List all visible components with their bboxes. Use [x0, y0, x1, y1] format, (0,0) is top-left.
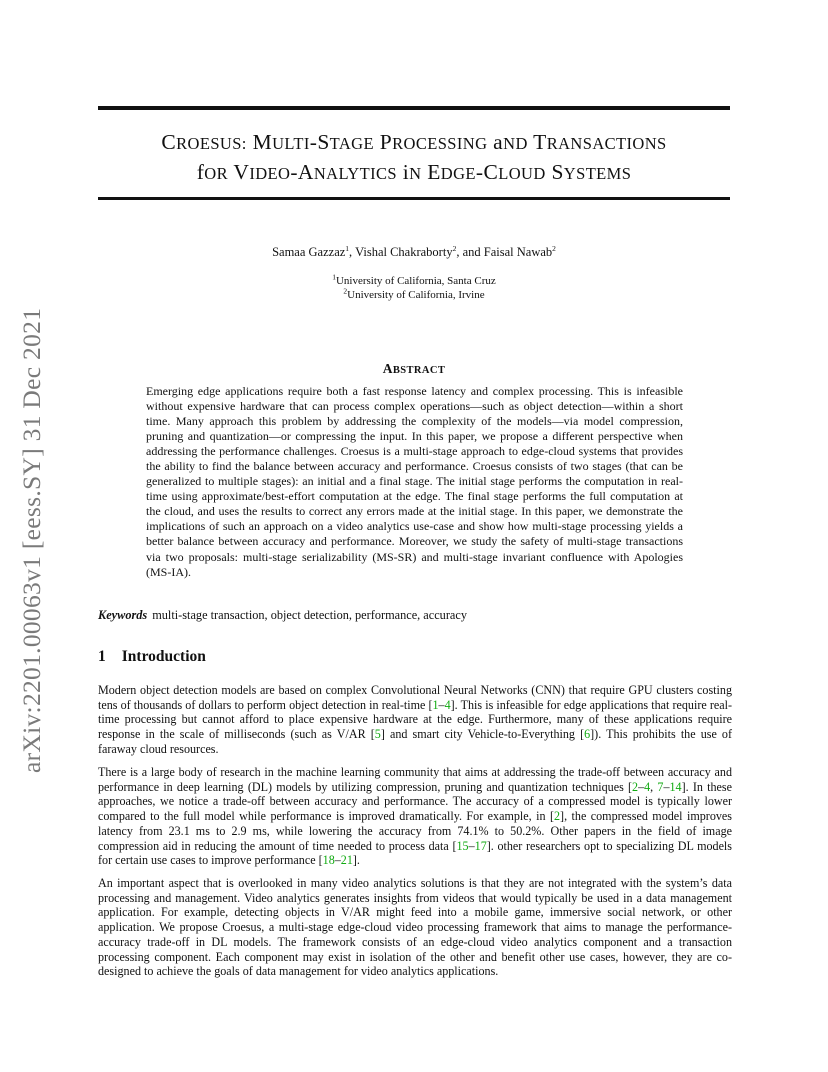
author-2: Vishal Chakraborty$^2$ [355, 243, 457, 259]
intro-paragraph-2: There is a large body of research in the machine learning community that aims at addressing the trade-off between accuracy and performance in deep learning (DL) models by utilizing compression, pruning and quantization techniques [2–4, 7–14]. In these approaches, we notice a trade-off between accuracy and performance. The accuracy of a compressed model is typically lower compared to the full model while performance is improved dramatically. For example, in [2], the compressed model improves latency from 23.1 ms to 2.9 ms, while lowering the accuracy from 74.1% to 50.2%. Other papers in the field of image compression aid in reducing the amount of time needed to process data [15–17]. other researchers opt to specializing DL models for certain use cases to improve performance [18–21]. [98, 765, 732, 868]
author-list: Samaa Gazzaz$^1$, Vishal Chakraborty$^2$, and Faisal Nawab$^2$ [272, 243, 556, 259]
keywords [98, 608, 730, 623]
citation-link[interactable]: 4 [444, 697, 451, 712]
citation-link[interactable]: 18 [322, 853, 335, 868]
section-heading [98, 648, 206, 666]
title-rule-bottom [98, 197, 730, 200]
title-rule-top [98, 106, 730, 110]
citation-link[interactable]: 17 [474, 838, 487, 853]
citation-link[interactable]: 15 [456, 838, 469, 853]
intro-paragraph-1: Modern object detection models are based on complex Convolutional Neural Networks (CNN) that require GPU clusters costing tens of thousands of dollars to perform object detection in real-time [1–4]. This is infeasible for edge applications that require real-time processing but cannot afford to place expensive hardware at the edge. Furthermore, many of these applications require response in the scale of milliseconds (such as V/AR [5] and smart city Vehicle-to-Everything [6]). This prohibits the use of faraway cloud resources. [98, 683, 732, 756]
author-3: Faisal Nawab$^2$ [483, 243, 556, 259]
section-title: Introduction [121, 648, 206, 665]
citation-link[interactable]: 14 [669, 779, 682, 794]
citation-link[interactable]: 4 [644, 779, 651, 794]
citation-link[interactable]: 21 [340, 853, 353, 868]
citation-link[interactable]: 5 [374, 727, 381, 742]
affiliation-2: $^2$University of California, Irvine [343, 286, 485, 301]
abstract-heading: ABSTRACT [382, 361, 446, 376]
title-line-2: fOR VIDEO-ANALYTICS iN EDGE-CLOUD SYSTEMS [196, 160, 632, 184]
author-1: Samaa Gazzaz$^1$ [272, 243, 350, 259]
citation-link[interactable]: 6 [584, 727, 591, 742]
paper-title [98, 128, 730, 188]
keywords-label: Keywords [98, 608, 148, 622]
citation-link[interactable]: 2 [554, 809, 561, 824]
affiliations [98, 274, 730, 302]
citation-link[interactable]: 7 [657, 779, 664, 794]
intro-paragraph-3: An important aspect that is overlooked in many video analytics solutions is that they are not integrated with the system’s data processing and management. Video analytics generates insights from videos that would typically be used in a data management application. For example, detecting objects in V/AR might feed into a mobile game, immersive social network, or other application. We propose Croesus, a multi-stage edge-cloud video processing framework that aims to manage the performance-accuracy trade-off in DL models. The framework consists of an edge-cloud video analytics component and a transaction processing component. Each component may exist in isolation of the other and benefit other use cases, however, they are co-designed to achieve the goals of data management for video analytics applications. [98, 876, 732, 979]
arxiv-stamp: arXiv:2201.00063v1 [eess.SY] 31 Dec 2021 [17, 307, 46, 773]
affiliation-1: $^1$University of California, Santa Cruz [332, 272, 496, 287]
section-number: 1 [98, 648, 106, 665]
keywords-list: multi-stage transaction, object detection, performance, accuracy [152, 608, 467, 622]
title-line-1: CROESUS: MULTI-STAGE PROCESSING aND TRANSACTIONS [161, 130, 667, 154]
citation-link[interactable]: 1 [432, 697, 439, 712]
citation-link[interactable]: 2 [632, 779, 639, 794]
abstract-body: Emerging edge applications require both a fast response latency and complex processing. This is infeasible without expensive hardware that can process complex operations—such as object detection—within a short time. Many approach this problem by addressing the complexity of the models—via model compression, pruning and quantization—or compressing the input. In this paper, we propose a different perspective when addressing the performance challenges. Croesus is a multi-stage approach to edge-cloud systems that provides the ability to find the balance between accuracy and performance. Croesus consists of two stages (that can be generalized to multiple stages): an initial and a final stage. The initial stage performs the computation in real-time using approximate/best-effort computation at the edge. The final stage performs the full computation at the cloud, and uses the results to correct any errors made at the initial stage. In this paper, we demonstrate the implications of such an approach on a video analytics use-case and show how multi-stage processing yields a better balance between accuracy and performance. Moreover, we study the safety of multi-stage transactions via two proposals: multi-stage serializability (MS-SR) and multi-stage invariant confluence with Apologies (MS-IA). [146, 384, 683, 579]
